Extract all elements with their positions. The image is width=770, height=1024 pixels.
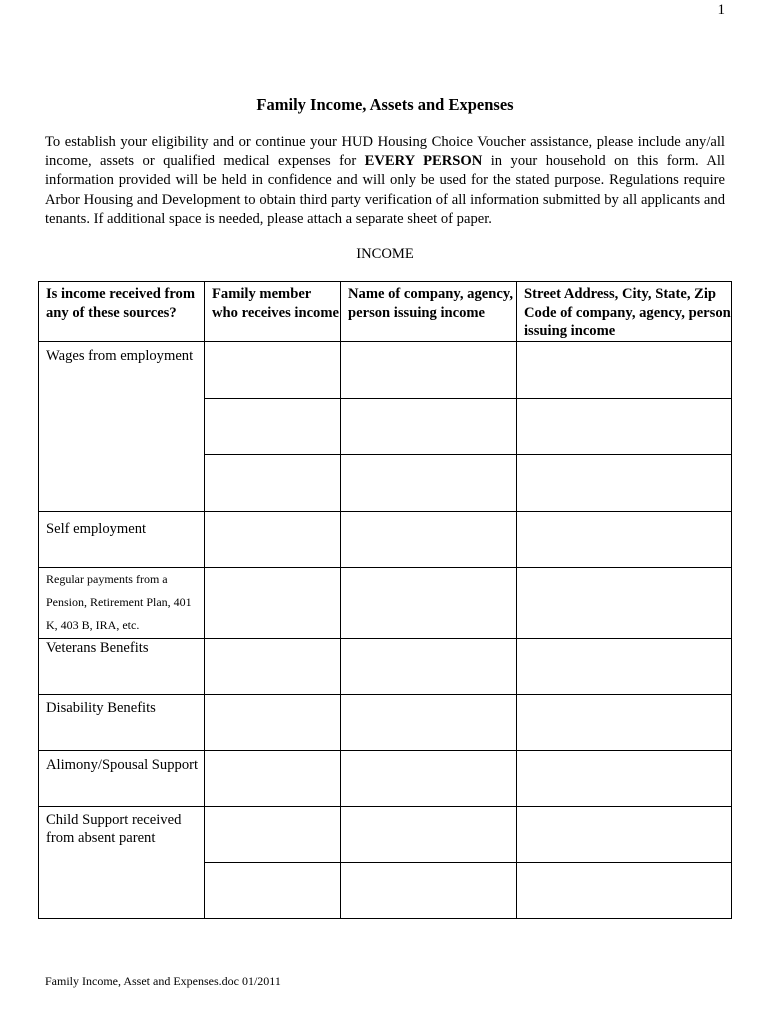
field-company-name[interactable] bbox=[341, 454, 517, 511]
field-company-name[interactable] bbox=[341, 398, 517, 454]
header-family-member: Family member who receives income bbox=[205, 282, 341, 342]
row-label-self-employment: Self employment bbox=[39, 511, 205, 567]
table-row bbox=[39, 750, 732, 806]
income-table bbox=[38, 281, 732, 919]
field-family-member[interactable] bbox=[205, 398, 341, 454]
field-address[interactable] bbox=[517, 750, 732, 806]
row-label-wages: Wages from employment bbox=[39, 341, 205, 511]
field-company-name[interactable] bbox=[341, 567, 517, 638]
row-label-alimony: Alimony/Spousal Support bbox=[39, 750, 205, 806]
table-row bbox=[39, 511, 732, 567]
field-address[interactable] bbox=[517, 567, 732, 638]
intro-text-1: To establish your eligibility and or continue your HUD Housing Choice Voucher assistance, please include any/all income, assets or qualified medical expenses for bbox=[45, 134, 725, 170]
row-label-disability: Disability Benefits bbox=[39, 694, 205, 750]
field-family-member[interactable] bbox=[205, 694, 341, 750]
header-income-source: Is income received from any of these sources? bbox=[39, 282, 205, 342]
field-address[interactable] bbox=[517, 341, 732, 398]
field-address[interactable] bbox=[517, 398, 732, 454]
field-address[interactable] bbox=[517, 511, 732, 567]
field-company-name[interactable] bbox=[341, 511, 517, 567]
field-address[interactable] bbox=[517, 694, 732, 750]
field-address[interactable] bbox=[517, 862, 732, 918]
header-address: Street Address, City, State, Zip Code of company, agency, person issuing income bbox=[517, 282, 732, 342]
field-family-member[interactable] bbox=[205, 862, 341, 918]
intro-emphasis: EVERY PERSON bbox=[364, 153, 483, 170]
field-family-member[interactable] bbox=[205, 638, 341, 694]
row-label-child-support: Child Support received from absent parent bbox=[39, 806, 205, 918]
table-row bbox=[39, 567, 732, 638]
header-company-name: Name of company, agency, person issuing income bbox=[341, 282, 517, 342]
footer: Family Income, Asset and Expenses.doc 01/2011 bbox=[45, 974, 281, 988]
field-company-name[interactable] bbox=[341, 806, 517, 862]
field-company-name[interactable] bbox=[341, 694, 517, 750]
field-address[interactable] bbox=[517, 454, 732, 511]
table-row bbox=[39, 638, 732, 694]
field-family-member[interactable] bbox=[205, 567, 341, 638]
intro-paragraph bbox=[45, 133, 725, 229]
field-family-member[interactable] bbox=[205, 511, 341, 567]
field-family-member[interactable] bbox=[205, 341, 341, 398]
row-label-pension: Regular payments from a Pension, Retirement Plan, 401 K, 403 B, IRA, etc. bbox=[39, 567, 205, 638]
field-address[interactable] bbox=[517, 806, 732, 862]
field-company-name[interactable] bbox=[341, 862, 517, 918]
field-address[interactable] bbox=[517, 638, 732, 694]
field-family-member[interactable] bbox=[205, 750, 341, 806]
intro-text-2: in your household on this form. All information provided will be held in confidence and will only be used for the stated purpose. Regulations require Arbor Housing and Development to obtain third party verification of all information submitted by all applicants and tenants. If additional space is needed, please attach a separate sheet of paper. bbox=[45, 153, 725, 227]
page-number: 1 bbox=[717, 2, 725, 18]
table-row bbox=[39, 694, 732, 750]
table-header-row bbox=[39, 282, 732, 342]
page-title: Family Income, Assets and Expenses bbox=[256, 95, 514, 114]
table-row bbox=[39, 806, 732, 862]
table-row bbox=[39, 341, 732, 398]
field-company-name[interactable] bbox=[341, 750, 517, 806]
field-company-name[interactable] bbox=[341, 341, 517, 398]
field-company-name[interactable] bbox=[341, 638, 517, 694]
field-family-member[interactable] bbox=[205, 806, 341, 862]
row-label-veterans: Veterans Benefits bbox=[39, 638, 205, 694]
field-family-member[interactable] bbox=[205, 454, 341, 511]
section-label-income: INCOME bbox=[356, 246, 414, 262]
